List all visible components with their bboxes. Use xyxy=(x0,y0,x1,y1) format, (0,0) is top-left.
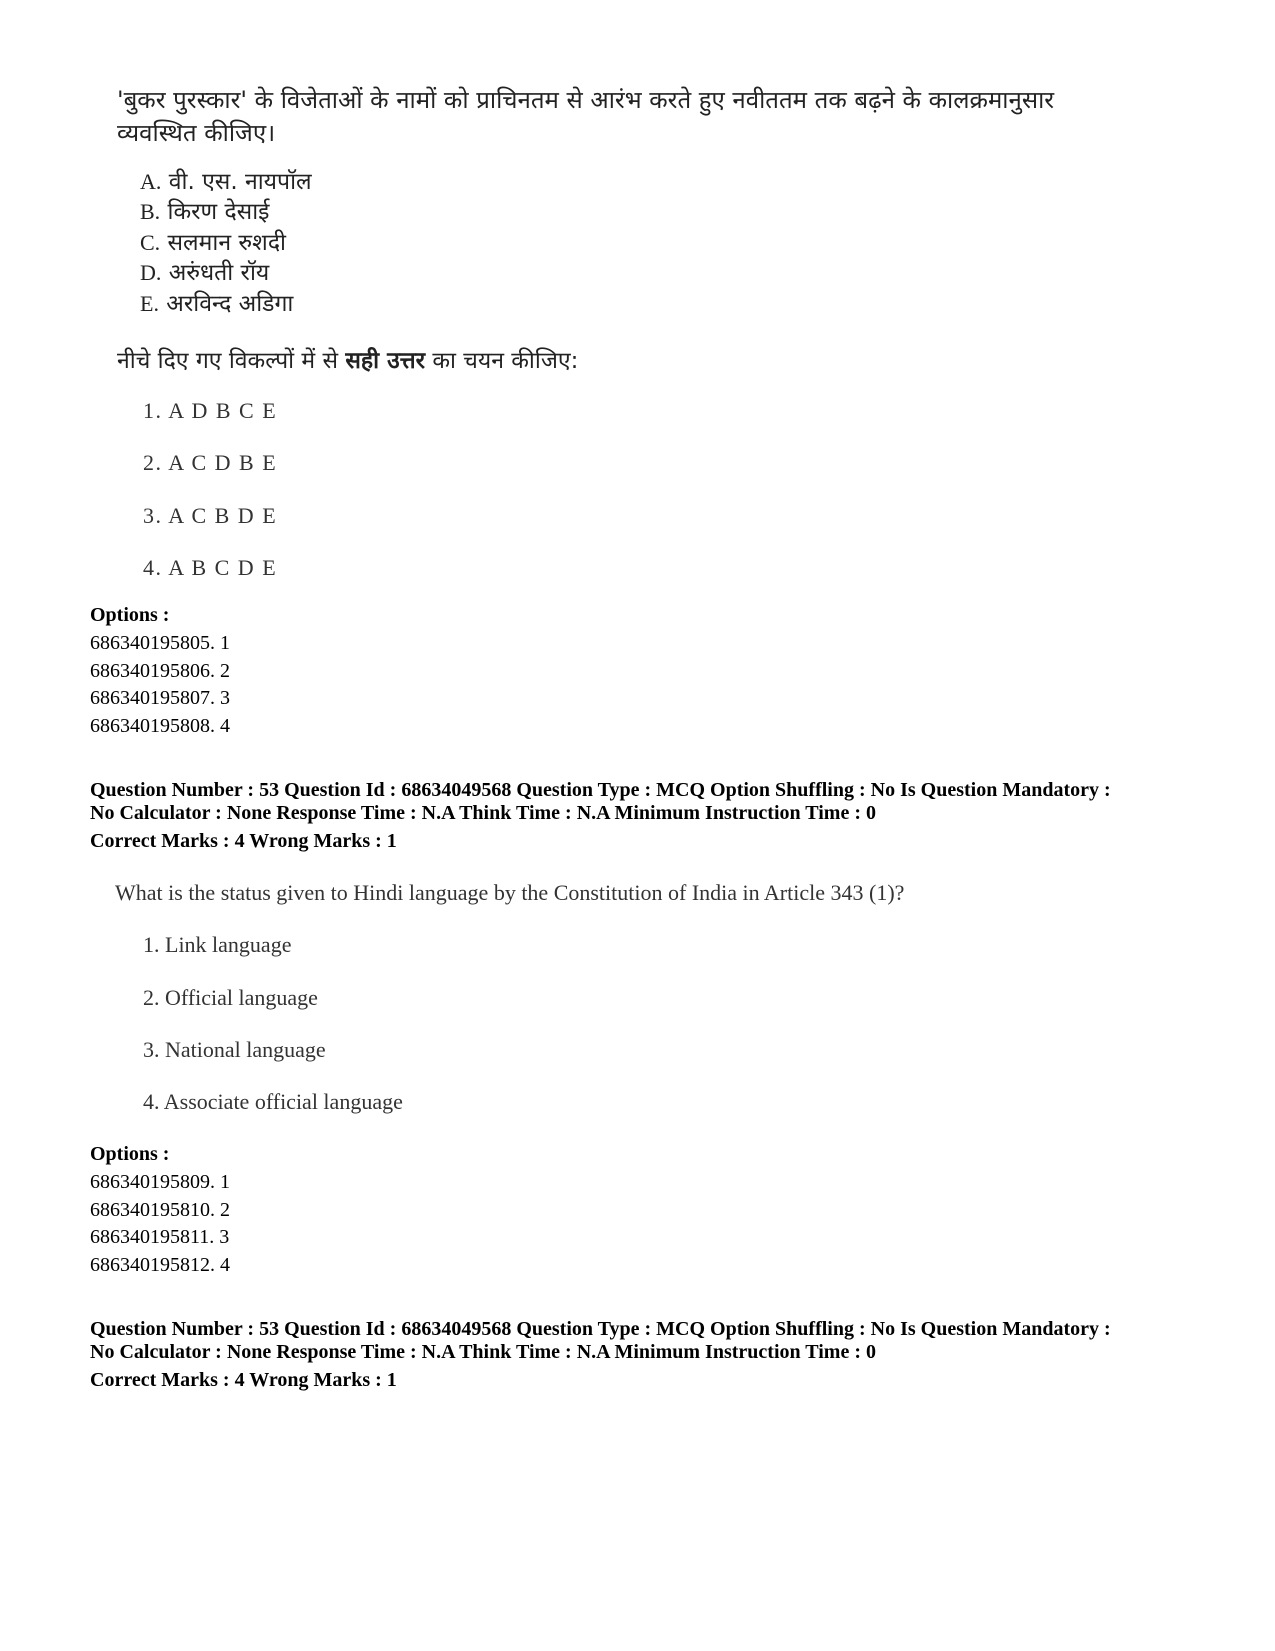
options-heading: Options : xyxy=(90,604,170,626)
list-item xyxy=(140,288,293,320)
option-line: 686340195810. 2 xyxy=(90,1199,230,1221)
choice-2: 2. A C D B E xyxy=(143,450,278,475)
choice-4: 4. Associate official language xyxy=(143,1089,403,1114)
choice-1: 1. Link language xyxy=(143,932,292,957)
list-item xyxy=(140,196,269,228)
choice-2: 2. Official language xyxy=(143,985,318,1010)
item-text: अरविन्द अडिगा xyxy=(166,291,294,317)
item-label: A. xyxy=(140,169,162,194)
instruction-suffix: का चयन कीजिए: xyxy=(432,348,579,374)
option-line: 686340195807. 3 xyxy=(90,687,230,709)
item-text: अरुंधती रॉय xyxy=(168,260,270,286)
item-label: E. xyxy=(140,291,159,316)
marks-line: Correct Marks : 4 Wrong Marks : 1 xyxy=(90,830,397,852)
choice-1: 1. A D B C E xyxy=(143,398,278,423)
instruction xyxy=(117,343,578,375)
instruction-bold: सही उत्तर xyxy=(345,348,425,374)
list-item xyxy=(140,257,269,289)
question-2-text: What is the status given to Hindi language by the Constitution of India in Article 343 (1)? xyxy=(115,880,905,905)
item-text: किरण देसाई xyxy=(167,199,270,225)
option-line: 686340195812. 4 xyxy=(90,1254,230,1276)
item-text: सलमान रुशदी xyxy=(167,230,286,256)
question-meta-line: No Calculator : None Response Time : N.A Think Time : N.A Minimum Instruction Time : 0 xyxy=(90,802,876,824)
choice-3: 3. A C B D E xyxy=(143,503,278,528)
choice-4: 4. A B C D E xyxy=(143,555,278,580)
item-label: D. xyxy=(140,260,162,285)
item-text: वी. एस. नायपॉल xyxy=(168,169,312,195)
item-label: B. xyxy=(140,199,161,224)
question-meta-line: No Calculator : None Response Time : N.A Think Time : N.A Minimum Instruction Time : 0 xyxy=(90,1341,876,1363)
option-line: 686340195808. 4 xyxy=(90,715,230,737)
question-1-text: 'बुकर पुरस्कार' के विजेताओं के नामों को प्राचिनतम से आरंभ करते हुए नवीततम तक बढ़ने के कालक्रमानुसार व्यवस्थित कीजिए। xyxy=(117,86,1055,147)
option-line: 686340195805. 1 xyxy=(90,632,230,654)
list-item xyxy=(140,227,286,259)
option-line: 686340195809. 1 xyxy=(90,1171,230,1193)
instruction-prefix: नीचे दिए गए विकल्पों में से xyxy=(117,348,339,374)
question-meta-line: Question Number : 53 Question Id : 68634049568 Question Type : MCQ Option Shuffling : No Is Question Mandatory : xyxy=(90,1318,1111,1340)
option-line: 686340195811. 3 xyxy=(90,1226,230,1248)
choice-3: 3. National language xyxy=(143,1037,326,1062)
options-heading: Options : xyxy=(90,1143,170,1165)
list-item xyxy=(140,166,312,198)
item-label: C. xyxy=(140,230,161,255)
option-line: 686340195806. 2 xyxy=(90,660,230,682)
marks-line: Correct Marks : 4 Wrong Marks : 1 xyxy=(90,1369,397,1391)
question-meta-line: Question Number : 53 Question Id : 68634049568 Question Type : MCQ Option Shuffling : No Is Question Mandatory : xyxy=(90,779,1111,801)
